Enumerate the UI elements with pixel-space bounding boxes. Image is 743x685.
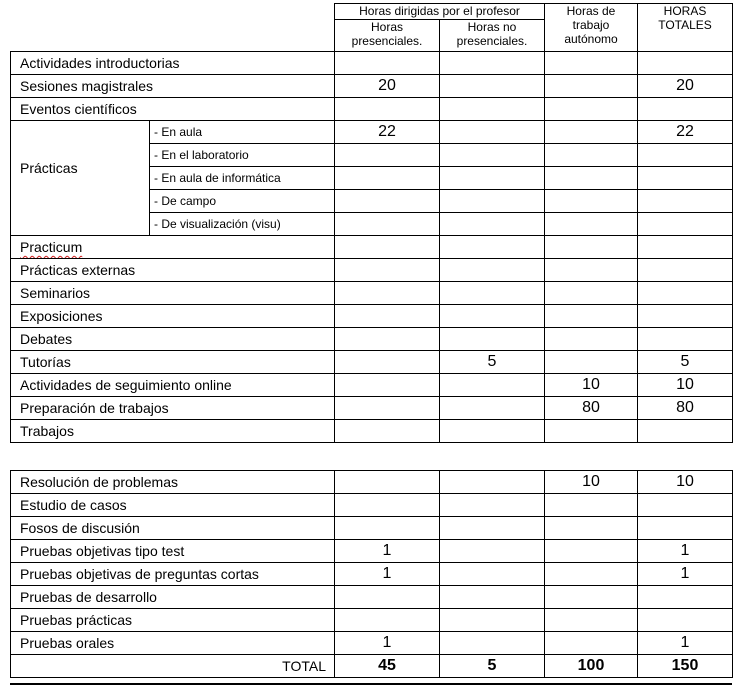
row-label: Debates bbox=[11, 328, 335, 351]
table-row bbox=[11, 586, 733, 609]
total-label: TOTAL bbox=[11, 655, 335, 678]
cell-non-presencial bbox=[440, 213, 545, 236]
cell-presencial bbox=[335, 236, 440, 259]
cell-non-presencial bbox=[440, 586, 545, 609]
header-total-line2: TOTALES bbox=[658, 18, 712, 32]
table-row bbox=[11, 494, 733, 517]
table-row bbox=[11, 351, 733, 374]
header-non-presencial-line2: presenciales. bbox=[456, 34, 528, 48]
table-row bbox=[11, 328, 733, 351]
header-autonomous-line3: autónomo bbox=[564, 32, 618, 46]
cell-non-presencial bbox=[440, 420, 545, 443]
cell-autonomous bbox=[545, 282, 638, 305]
cell-non-presencial bbox=[440, 632, 545, 655]
header-directed-hours: Horas dirigidas por el profesor bbox=[335, 4, 545, 20]
cell-total bbox=[638, 236, 733, 259]
row-label: Pruebas objetivas tipo test bbox=[11, 540, 335, 563]
cell-non-presencial bbox=[440, 121, 545, 144]
cell-autonomous bbox=[545, 121, 638, 144]
cell-autonomous bbox=[545, 632, 638, 655]
cell-total bbox=[638, 586, 733, 609]
cell-total bbox=[638, 52, 733, 75]
cell-autonomous bbox=[545, 236, 638, 259]
total-non-presencial: 5 bbox=[440, 655, 545, 678]
cell-non-presencial bbox=[440, 305, 545, 328]
header-presencial-hours bbox=[335, 20, 440, 52]
row-label: Tutorías bbox=[11, 351, 335, 374]
row-label: Exposiciones bbox=[11, 305, 335, 328]
cell-total bbox=[638, 190, 733, 213]
cell-presencial: 1 bbox=[335, 632, 440, 655]
row-sublabel: - En el laboratorio bbox=[150, 144, 335, 167]
practicas-group-label: Prácticas bbox=[11, 121, 150, 236]
cell-total bbox=[638, 609, 733, 632]
hours-table-activities bbox=[10, 3, 733, 443]
cell-total bbox=[638, 167, 733, 190]
total-row bbox=[11, 655, 733, 678]
cell-total bbox=[638, 517, 733, 540]
cell-total: 80 bbox=[638, 397, 733, 420]
cell-presencial bbox=[335, 328, 440, 351]
cell-presencial: 20 bbox=[335, 75, 440, 98]
cell-presencial bbox=[335, 609, 440, 632]
header-total-line1: HORAS bbox=[663, 4, 707, 18]
table-row bbox=[11, 75, 733, 98]
cell-autonomous bbox=[545, 144, 638, 167]
row-label: Resolución de problemas bbox=[11, 471, 335, 494]
table-row bbox=[11, 517, 733, 540]
header-autonomous-line2: trabajo bbox=[572, 18, 610, 32]
cell-total: 10 bbox=[638, 374, 733, 397]
cell-non-presencial bbox=[440, 494, 545, 517]
cell-total: 20 bbox=[638, 75, 733, 98]
header-blank-cell bbox=[11, 4, 335, 52]
cell-autonomous bbox=[545, 259, 638, 282]
header-non-presencial-line1: Horas no bbox=[467, 20, 517, 34]
cell-total bbox=[638, 98, 733, 121]
table-row bbox=[11, 98, 733, 121]
cell-non-presencial bbox=[440, 282, 545, 305]
cell-non-presencial bbox=[440, 190, 545, 213]
cell-non-presencial bbox=[440, 374, 545, 397]
cell-presencial: 1 bbox=[335, 540, 440, 563]
cell-presencial bbox=[335, 282, 440, 305]
cell-autonomous bbox=[545, 609, 638, 632]
cell-non-presencial bbox=[440, 98, 545, 121]
hours-table-assessment bbox=[10, 470, 733, 678]
row-label: Eventos científicos bbox=[11, 98, 335, 121]
header-non-presencial-hours bbox=[440, 20, 545, 52]
row-label: Seminarios bbox=[11, 282, 335, 305]
row-label: Sesiones magistrales bbox=[11, 75, 335, 98]
cell-autonomous bbox=[545, 420, 638, 443]
cell-presencial bbox=[335, 190, 440, 213]
row-label: Estudio de casos bbox=[11, 494, 335, 517]
cell-presencial bbox=[335, 351, 440, 374]
cell-total bbox=[638, 328, 733, 351]
row-label: Pruebas de desarrollo bbox=[11, 586, 335, 609]
cell-non-presencial bbox=[440, 236, 545, 259]
table-row bbox=[11, 632, 733, 655]
cell-autonomous bbox=[545, 52, 638, 75]
cell-presencial bbox=[335, 167, 440, 190]
cell-total bbox=[638, 282, 733, 305]
row-sublabel: - De campo bbox=[150, 190, 335, 213]
table-row bbox=[11, 305, 733, 328]
practicum-label: Practicum bbox=[20, 239, 83, 255]
table-row bbox=[11, 121, 733, 144]
row-label: Preparación de trabajos bbox=[11, 397, 335, 420]
cell-presencial bbox=[335, 494, 440, 517]
header-presencial-line1: Horas bbox=[370, 20, 403, 34]
cell-presencial bbox=[335, 374, 440, 397]
row-label: Pruebas prácticas bbox=[11, 609, 335, 632]
cell-presencial bbox=[335, 586, 440, 609]
row-label: Pruebas objetivas de preguntas cortas bbox=[11, 563, 335, 586]
cell-presencial bbox=[335, 52, 440, 75]
cell-total: 1 bbox=[638, 540, 733, 563]
cell-non-presencial bbox=[440, 52, 545, 75]
row-sublabel: - En aula bbox=[150, 121, 335, 144]
table-row bbox=[11, 397, 733, 420]
cell-non-presencial bbox=[440, 563, 545, 586]
cell-autonomous bbox=[545, 75, 638, 98]
row-label: Prácticas externas bbox=[11, 259, 335, 282]
cell-autonomous bbox=[545, 586, 638, 609]
row-sublabel: - De visualización (visu) bbox=[150, 213, 335, 236]
cell-presencial: 22 bbox=[335, 121, 440, 144]
header-presencial-line2: presenciales. bbox=[351, 34, 423, 48]
cell-presencial bbox=[335, 397, 440, 420]
total-autonomous: 100 bbox=[545, 655, 638, 678]
table-row bbox=[11, 420, 733, 443]
cell-total bbox=[638, 144, 733, 167]
cell-presencial bbox=[335, 305, 440, 328]
cell-autonomous bbox=[545, 328, 638, 351]
cell-autonomous: 10 bbox=[545, 471, 638, 494]
table-row bbox=[11, 236, 733, 259]
cell-autonomous bbox=[545, 190, 638, 213]
table-row bbox=[11, 563, 733, 586]
row-label: Pruebas orales bbox=[11, 632, 335, 655]
cell-total: 5 bbox=[638, 351, 733, 374]
header-autonomous-line1: Horas de bbox=[566, 4, 616, 18]
cell-non-presencial bbox=[440, 540, 545, 563]
row-sublabel: - En aula de informática bbox=[150, 167, 335, 190]
cell-autonomous bbox=[545, 351, 638, 374]
cell-total bbox=[638, 494, 733, 517]
cell-presencial bbox=[335, 144, 440, 167]
cell-presencial bbox=[335, 517, 440, 540]
header-total-hours bbox=[638, 4, 733, 52]
total-total: 150 bbox=[638, 655, 733, 678]
row-label bbox=[11, 236, 335, 259]
cell-autonomous bbox=[545, 540, 638, 563]
cell-total: 1 bbox=[638, 632, 733, 655]
cell-total bbox=[638, 305, 733, 328]
cell-non-presencial bbox=[440, 397, 545, 420]
row-label: Actividades introductorias bbox=[11, 52, 335, 75]
cell-presencial bbox=[335, 471, 440, 494]
cell-non-presencial bbox=[440, 517, 545, 540]
table-row bbox=[11, 259, 733, 282]
table-row bbox=[11, 374, 733, 397]
cell-presencial bbox=[335, 420, 440, 443]
cell-presencial bbox=[335, 213, 440, 236]
table-row bbox=[11, 52, 733, 75]
cell-autonomous bbox=[545, 98, 638, 121]
table-row bbox=[11, 540, 733, 563]
cell-autonomous bbox=[545, 563, 638, 586]
header-autonomous-hours bbox=[545, 4, 638, 52]
cell-non-presencial: 5 bbox=[440, 351, 545, 374]
cell-autonomous bbox=[545, 494, 638, 517]
cell-total: 10 bbox=[638, 471, 733, 494]
cell-presencial bbox=[335, 98, 440, 121]
cell-total bbox=[638, 420, 733, 443]
cell-non-presencial bbox=[440, 144, 545, 167]
cell-autonomous: 80 bbox=[545, 397, 638, 420]
cell-non-presencial bbox=[440, 609, 545, 632]
table-row bbox=[11, 609, 733, 632]
cell-total: 22 bbox=[638, 121, 733, 144]
total-presencial: 45 bbox=[335, 655, 440, 678]
cell-total bbox=[638, 213, 733, 236]
cell-total: 1 bbox=[638, 563, 733, 586]
cell-autonomous: 10 bbox=[545, 374, 638, 397]
table-row bbox=[11, 471, 733, 494]
cell-autonomous bbox=[545, 305, 638, 328]
cell-total bbox=[638, 259, 733, 282]
cell-autonomous bbox=[545, 167, 638, 190]
cell-non-presencial bbox=[440, 259, 545, 282]
row-label: Trabajos bbox=[11, 420, 335, 443]
cell-autonomous bbox=[545, 517, 638, 540]
cell-non-presencial bbox=[440, 328, 545, 351]
cell-presencial bbox=[335, 259, 440, 282]
cell-presencial: 1 bbox=[335, 563, 440, 586]
row-label: Fosos de discusión bbox=[11, 517, 335, 540]
cell-non-presencial bbox=[440, 471, 545, 494]
table-row bbox=[11, 282, 733, 305]
cell-non-presencial bbox=[440, 75, 545, 98]
cell-non-presencial bbox=[440, 167, 545, 190]
cell-autonomous bbox=[545, 213, 638, 236]
row-label: Actividades de seguimiento online bbox=[11, 374, 335, 397]
